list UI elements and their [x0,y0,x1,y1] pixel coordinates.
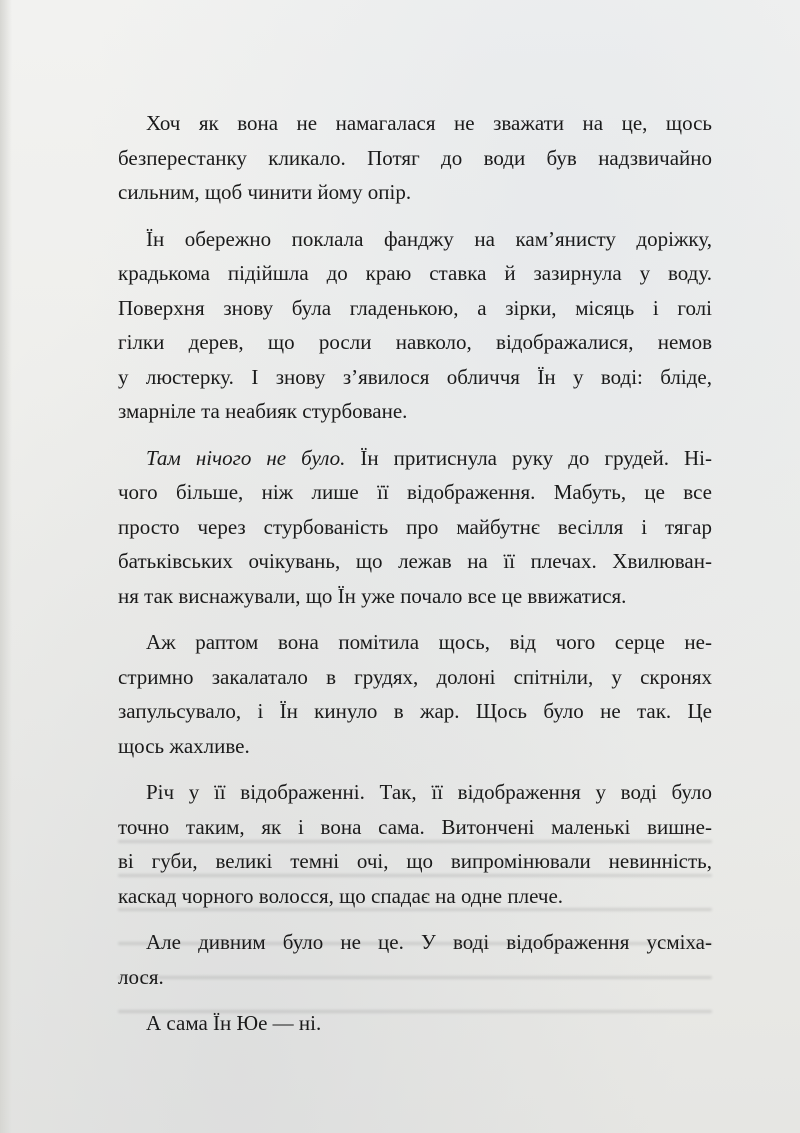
text-line-rest: Їн притиснула руку до грудей. Ні- [345,445,712,470]
text-line [118,441,712,476]
text-line: змарніле та неабияк стурбоване. [118,399,408,423]
text-line: запульсувало, і Їн кинуло в жар. Щось було не так. Це [118,699,712,723]
text-line: гілки дерев, що росли навколо, відображалися, немов [118,330,712,354]
paragraph-6 [118,925,712,994]
text-line: безперестанку кликало. Потяг до води був надзвичайно [118,145,712,170]
text-line: батьківських очікувань, що лежав на її плечах. Хвилюван- [118,549,712,573]
paragraph-3 [118,441,712,614]
text-line: лося. [118,964,164,989]
text-line: крадькома підійшла до краю ставка й зазирнула у воду. [118,261,712,285]
body-text [118,106,712,1053]
text-line: сильним, щоб чинити йому опір. [118,180,412,204]
text-line: чого більше, ніж лише її відображення. Мабуть, це все [118,480,712,504]
text-line: точно таким, як і вона сама. Витончені маленькі вишне- [118,814,712,839]
text-line: ві губи, великі темні очі, що випромінювали невинність, [118,849,712,873]
text-line: Хоч як вона не намагалася не зважати на це, щось [146,111,712,135]
italic-phrase: Там нічого не було. [146,445,346,470]
paragraph-5 [118,775,712,913]
text-line: Річ у її відображенні. Так, її відображення у воді було [146,780,712,804]
text-line: Їн обережно поклала фанджу на кам’янисту доріжку, [146,226,712,251]
text-line: просто через стурбованість про майбутнє весілля і тягар [118,514,712,539]
text-line: Але дивним було не це. У воді відображення усміха- [146,930,712,954]
text-line: А сама Їн Юе — ні. [146,1011,322,1035]
page-gutter-shadow [0,0,12,1133]
text-line: каскад чорного волосся, що спадає на одне плече. [118,883,564,908]
text-line: щось жахливе. [118,733,250,758]
paragraph-1 [118,106,712,210]
text-line: Поверхня знову була гладенькою, а зірки, місяць і голі [118,295,712,320]
paragraph-7 [118,1006,712,1041]
paragraph-2 [118,222,712,429]
text-line: Аж раптом вона помітила щось, від чого серце не- [146,630,712,654]
text-line: стримно закалатало в грудях, долоні спітніли, у скронях [118,664,712,689]
paragraph-4 [118,625,712,763]
text-line: у люстерку. І знову з’явилося обличчя Їн у воді: бліде, [118,364,712,389]
text-line: ня так виснажували, що Їн уже почало все це ввижатися. [118,583,627,608]
